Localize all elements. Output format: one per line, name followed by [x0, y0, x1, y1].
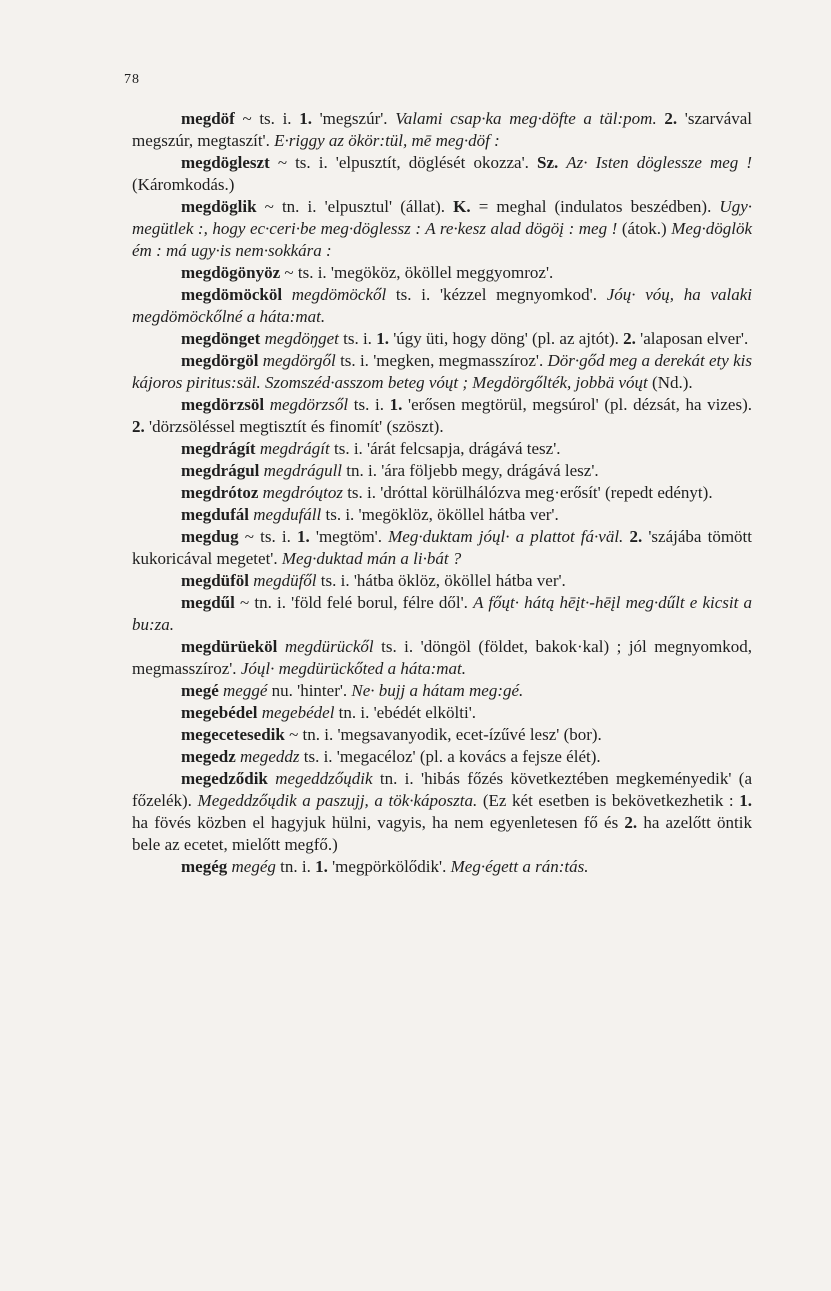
- page-number: 78: [124, 72, 140, 87]
- dictionary-entry: megdömöcköl megdömöckől ts. i. 'kézzel megnyomkod'. Jóų· vóų, ha valaki megdömöckőlné a háta:mat.: [132, 285, 752, 326]
- dictionary-entry: megecetesedik ~ tn. i. 'megsavanyodik, ecet-ízűvé lesz' (bor).: [181, 725, 602, 744]
- dictionary-entry: megedz megeddz ts. i. 'megacéloz' (pl. a kovács a fejsze élét).: [181, 747, 601, 766]
- dictionary-entry: megdürüeköl megdürückől ts. i. 'döngöl (földet, bakok·kal) ; jól megnyomkod, megmasszíroz'. Jóųl· megdürückőted a háta:mat.: [132, 637, 752, 678]
- dictionary-entry: megdörgöl megdörgől ts. i. 'megken, megmasszíroz'. Dör·gőd meg a derekát ety kis kájoros piritus:säl. Szomszéd·asszom beteg vóųt ; Megdörgőlték, jobbä vóųt (Nd.).: [132, 351, 752, 392]
- dictionary-entry: megdöglik ~ tn. i. 'elpusztul' (állat). K. = meghal (indulatos beszédben). Ugy· megütlek :, hogy ec·ceri·be meg·döglessz : A re·kesz alad dögöį : meg ! (átok.) Meg·döglök ém : má ugy·is nem·sokkára :: [132, 197, 752, 260]
- dictionary-text: [132, 108, 752, 878]
- dictionary-entry: megég megég tn. i. 1. 'megpörkölődik'. Meg·égett a rán:tás.: [181, 857, 589, 876]
- dictionary-entry: megdüföl megdüfől ts. i. 'hátba öklöz, ököllel hátba ver'.: [181, 571, 566, 590]
- dictionary-entry: megdufál megdufáll ts. i. 'megöklöz, ököllel hátba ver'.: [181, 505, 559, 524]
- dictionary-entry: megedződik megeddzőųdik tn. i. 'hibás főzés következtében megkeményedik' (a főzelék). Megeddzőųdik a paszujj, a tök·káposzta. (Ez két esetben is bekövetkezhetik : 1. ha fövés közben el hagyjuk hülni, vagyis, ha nem egyenletesen fő és 2. ha azelőtt öntik bele az ecetet, mielőtt megfő.): [132, 769, 753, 854]
- dictionary-entry: megdögleszt ~ ts. i. 'elpusztít, döglését okozza'. Sz. Az· Isten döglessze meg ! (Káromkodás.): [132, 153, 752, 194]
- dictionary-entry: megdrágul megdrágull tn. i. 'ára följebb megy, drágává lesz'.: [181, 461, 599, 480]
- dictionary-entry: megdögönyöz ~ ts. i. 'megököz, ököllel meggyomroz'.: [181, 263, 554, 282]
- dictionary-entry: megdug ~ ts. i. 1. 'megtöm'. Meg·duktam jóųl· a plattot fá·väl. 2. 'szájába tömött kukoricával megetet'. Meg·duktad mán a li·bát ?: [132, 527, 752, 568]
- dictionary-entry: megé meggé nu. 'hinter'. Ne· bujj a hátam meg:gé.: [181, 681, 524, 700]
- dictionary-entry: megdrótoz megdróųtoz ts. i. 'dróttal körülhálózva meg·erősít' (repedt edényt).: [181, 483, 713, 502]
- dictionary-entry: megdönget megdöŋget ts. i. 1. 'úgy üti, hogy döng' (pl. az ajtót). 2. 'alaposan elver'.: [181, 329, 749, 348]
- dictionary-entry: megebédel megebédel tn. i. 'ebédét elkölti'.: [181, 703, 477, 722]
- dictionary-entry: megdörzsöl megdörzsől ts. i. 1. 'erősen megtörül, megsúrol' (pl. dézsát, ha vizes). 2. 'dörzsöléssel megtisztít és finomít' (szöszt).: [132, 395, 752, 436]
- dictionary-entry: megdrágít megdrágít ts. i. 'árát felcsapja, drágává tesz'.: [181, 439, 561, 458]
- dictionary-entry: megdöf ~ ts. i. 1. 'megszúr'. Valami csap·ka meg·döfte a täl:pom. 2. 'szarvával megszúr, megtaszít'. E·riggy az ökör:tül, mē meg·döf :: [132, 109, 753, 150]
- dictionary-entry: megdűl ~ tn. i. 'föld felé borul, félre dől'. A főųt· hátą hēįt·-hēįl meg·dűlt e kicsit a bu:za.: [132, 593, 752, 634]
